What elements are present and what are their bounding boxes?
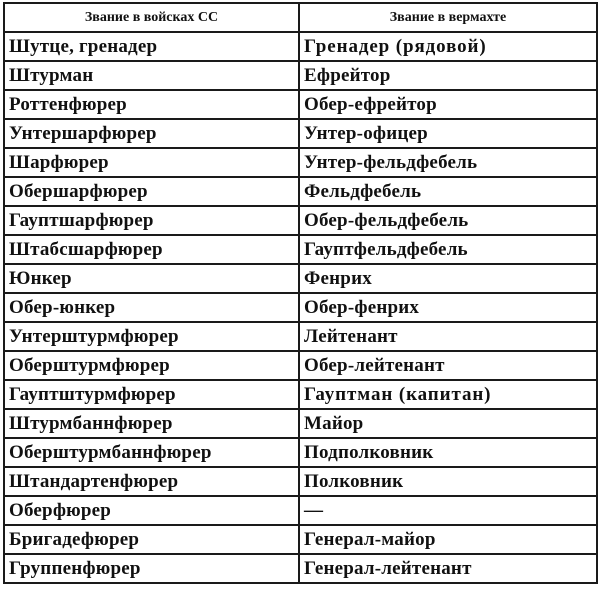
ss-rank-header: Звание в войсках СС [4, 3, 299, 32]
table-body [4, 32, 597, 583]
table-row [4, 264, 597, 293]
table-row [4, 409, 597, 438]
wehrmacht-rank-cell: Унтер-фельдфебель [299, 148, 597, 177]
ss-rank-cell: Оберштурмфюрер [4, 351, 299, 380]
ss-rank-cell: Обершарфюрер [4, 177, 299, 206]
ss-rank-cell: Группенфюрер [4, 554, 299, 583]
table-row [4, 293, 597, 322]
ss-rank-cell: Оберштурмбаннфюрер [4, 438, 299, 467]
table-row [4, 438, 597, 467]
wehrmacht-rank-cell: Фельдфебель [299, 177, 597, 206]
wehrmacht-rank-cell: Гренадер (рядовой) [299, 32, 597, 61]
wehrmacht-rank-cell: Обер-фельдфебель [299, 206, 597, 235]
table-row [4, 351, 597, 380]
table-row [4, 496, 597, 525]
ss-rank-cell: Штабсшарфюрер [4, 235, 299, 264]
table-row [4, 235, 597, 264]
ss-rank-cell: Штурмбаннфюрер [4, 409, 299, 438]
ss-rank-cell: Гауптштурмфюрер [4, 380, 299, 409]
wehrmacht-rank-cell: Гауптфельдфебель [299, 235, 597, 264]
table-row [4, 206, 597, 235]
wehrmacht-rank-cell: Унтер-офицер [299, 119, 597, 148]
ss-rank-cell: Унтерштурмфюрер [4, 322, 299, 351]
table-row [4, 177, 597, 206]
wehrmacht-rank-cell: Обер-лейтенант [299, 351, 597, 380]
wehrmacht-rank-cell: Полковник [299, 467, 597, 496]
ss-rank-cell: Роттенфюрер [4, 90, 299, 119]
ss-rank-cell: Бригадефюрер [4, 525, 299, 554]
ss-rank-cell: Унтершарфюрер [4, 119, 299, 148]
ss-rank-cell: Шарфюрер [4, 148, 299, 177]
table-row [4, 380, 597, 409]
table-row [4, 32, 597, 61]
header-row [4, 3, 597, 32]
wehrmacht-rank-cell: Генерал-майор [299, 525, 597, 554]
wehrmacht-rank-cell: Обер-фенрих [299, 293, 597, 322]
wehrmacht-rank-cell: Лейтенант [299, 322, 597, 351]
wehrmacht-rank-cell: Генерал-лейтенант [299, 554, 597, 583]
wehrmacht-rank-cell: Фенрих [299, 264, 597, 293]
table-row [4, 148, 597, 177]
table-row [4, 119, 597, 148]
wehrmacht-rank-cell: — [299, 496, 597, 525]
table-row [4, 322, 597, 351]
ss-rank-cell: Штандартенфюрер [4, 467, 299, 496]
ss-rank-cell: Шутце, гренадер [4, 32, 299, 61]
ss-rank-cell: Штурман [4, 61, 299, 90]
table-row [4, 90, 597, 119]
ss-rank-cell: Обер-юнкер [4, 293, 299, 322]
wehrmacht-rank-cell: Обер-ефрейтор [299, 90, 597, 119]
wehrmacht-rank-cell: Майор [299, 409, 597, 438]
wehrmacht-rank-cell: Подполковник [299, 438, 597, 467]
rank-comparison-table [3, 2, 598, 584]
ss-rank-cell: Юнкер [4, 264, 299, 293]
ss-rank-cell: Оберфюрер [4, 496, 299, 525]
table-row [4, 467, 597, 496]
wehrmacht-rank-header: Звание в вермахте [299, 3, 597, 32]
wehrmacht-rank-cell: Гауптман (капитан) [299, 380, 597, 409]
wehrmacht-rank-cell: Ефрейтор [299, 61, 597, 90]
table-row [4, 554, 597, 583]
ss-rank-cell: Гауптшарфюрер [4, 206, 299, 235]
table-row [4, 525, 597, 554]
table-row [4, 61, 597, 90]
